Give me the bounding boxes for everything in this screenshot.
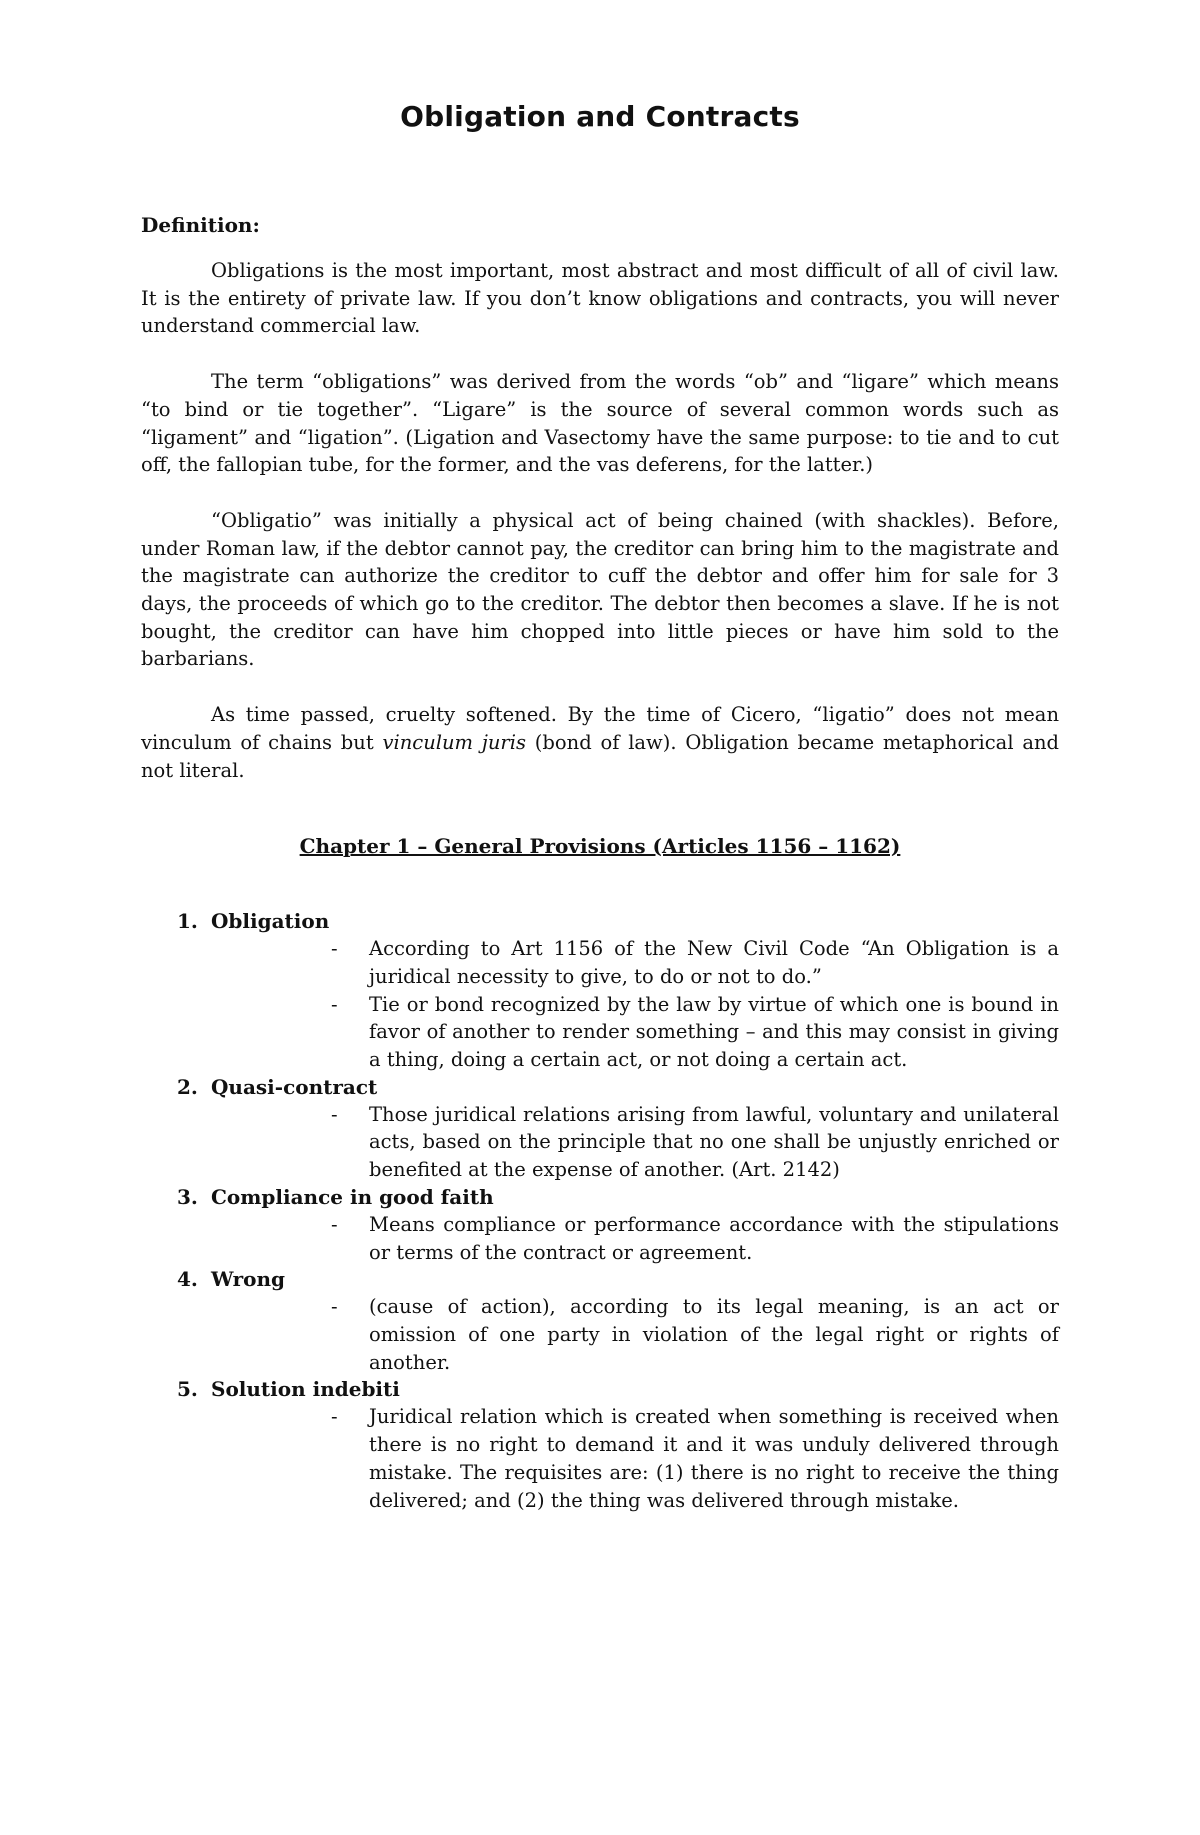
term-label: Compliance in good faith	[211, 1184, 494, 1209]
dash-bullet: -	[331, 1405, 338, 1429]
term-label: Quasi-contract	[211, 1074, 378, 1099]
term-heading	[141, 908, 1059, 935]
definition-heading: Definition:	[141, 213, 260, 237]
paragraph-4-text-after: (bond of law). Obligation became metaphorical and not literal.	[141, 730, 1060, 782]
definition-item	[331, 1293, 1059, 1376]
paragraph-3: “Obligatio” was initially a physical act of being chained (with shackles). Before, under Roman law, if the debtor cannot pay, the creditor can bring him to the magistrate and the magistrate can authorize the creditor to cuff the debtor and offer him for sale for 3 days, the proceeds of which go to the creditor. The debtor then becomes a slave. If he is not bought, the creditor can have him chopped into little pieces or have him sold to the barbarians.	[141, 508, 1059, 671]
term-label: Wrong	[211, 1267, 285, 1292]
term-number: 5.	[177, 1377, 198, 1402]
paragraph-4-italic: vinculum juris	[382, 730, 527, 754]
paragraph-4-text-before: As time passed, cruelty softened. By the time of Cicero, “ligatio” does not mean vinculum of chains but	[141, 703, 1059, 754]
term-item-solution-indebiti	[141, 1376, 1059, 1514]
paragraph-1: Obligations is the most important, most abstract and most difficult of all of civil law. It is the entirety of private law. If you don’t know obligations and contracts, you will never understand commercial law.	[141, 259, 1059, 338]
term-number: 1.	[177, 909, 198, 934]
definition-item	[331, 1101, 1059, 1184]
term-heading	[141, 1376, 1059, 1403]
term-heading	[141, 1266, 1059, 1293]
dash-bullet: -	[331, 1102, 338, 1126]
chapter-heading: Chapter 1 – General Provisions (Articles 1156 – 1162)	[299, 834, 901, 859]
term-definitions	[141, 1403, 1059, 1514]
term-definitions	[141, 1293, 1059, 1376]
term-item-wrong	[141, 1266, 1059, 1376]
paragraph-4	[141, 701, 1059, 784]
dash-bullet: -	[331, 992, 338, 1016]
document-title: Obligation and Contracts	[400, 100, 800, 133]
term-definitions	[141, 1101, 1059, 1184]
term-item-obligation	[141, 908, 1059, 1074]
term-number: 4.	[177, 1267, 198, 1292]
term-definitions	[141, 935, 1059, 1074]
term-definitions	[141, 1211, 1059, 1266]
term-heading	[141, 1184, 1059, 1211]
term-number: 2.	[177, 1074, 198, 1099]
definition-text: Tie or bond recognized by the law by virtue of which one is bound in favor of another to render something – and this may consist in giving a thing, doing a certain act, or not doing a certain act.	[369, 992, 1059, 1072]
definition-text: (cause of action), according to its legal meaning, is an act or omission of one party in violation of the legal right or rights of another.	[369, 1295, 1059, 1374]
definition-item	[331, 1211, 1059, 1266]
paragraph-2: The term “obligations” was derived from the words “ob” and “ligare” which means “to bind or tie together”. “Ligare” is the source of several common words such as “ligament” and “ligation”. (Ligation and Vasectomy have the same purpose: to tie and to cut off, the fallopian tube, for the former, and the vas deferens, for the latter.)	[141, 370, 1059, 477]
dash-bullet: -	[331, 1212, 338, 1236]
dash-bullet: -	[331, 937, 338, 961]
definition-text: According to Art 1156 of the New Civil Code “An Obligation is a juridical necessity to give, to do or not to do.”	[369, 937, 1059, 988]
term-label: Solution indebiti	[211, 1377, 400, 1402]
definition-text: Juridical relation which is created when something is received when there is no right to demand it and it was unduly delivered through mistake. The requisites are: (1) there is no right to receive the thing delivered; and (2) the thing was delivered through mistake.	[369, 1405, 1059, 1512]
definition-text: Those juridical relations arising from lawful, voluntary and unilateral acts, based on the principle that no one shall be unjustly enriched or benefited at the expense of another. (Art. 2142)	[369, 1102, 1059, 1182]
definition-text: Means compliance or performance accordance with the stipulations or terms of the contract or agreement.	[369, 1212, 1059, 1264]
term-label: Obligation	[211, 909, 330, 934]
definition-item	[331, 1403, 1059, 1514]
term-item-compliance-in-good-faith	[141, 1184, 1059, 1266]
definition-item	[331, 991, 1059, 1074]
document-page	[141, 100, 1059, 1514]
term-item-quasi-contract	[141, 1074, 1059, 1184]
terms-list	[141, 908, 1059, 1514]
dash-bullet: -	[331, 1295, 338, 1319]
term-number: 3.	[177, 1184, 198, 1209]
term-heading	[141, 1074, 1059, 1101]
definition-item	[331, 935, 1059, 990]
